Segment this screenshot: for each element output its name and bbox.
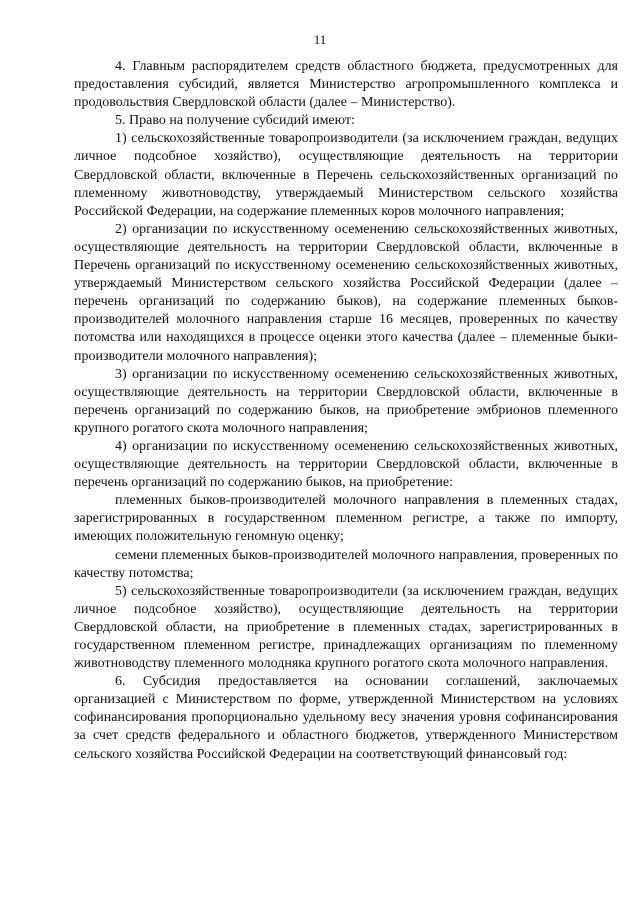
- item-4-acquisition: 4) организации по искусственному осеменению сельскохозяйственных животных, осуществляющие деятельность на территории Свердловской области, включенные в перечень организаций по содержанию быков, на приобретение:: [74, 438, 618, 491]
- item-4-sub-bulls: племенных быков-производителей молочного направления в племенных стадах, зарегистрированных в государственном племенном регистре, а также по импорту, имеющих положительную геномную оценку;: [74, 493, 618, 545]
- item-1-breeding-cows: 1) сельскохозяйственные товаропроизводители (за исключением граждан, ведущих личное подсобное хозяйство), осуществляющие деятельность на территории Свердловской области, включенные в Перечень сельскохозяйственных организаций по племенному животноводству, утверждаемый Министерством сельского хозяйства Российской Федерации, на содержание племенных коров молочного направления;: [74, 131, 618, 219]
- document-body: [74, 58, 618, 764]
- item-5-young-stock: 5) сельскохозяйственные товаропроизводители (за исключением граждан, ведущих личное подсобное хозяйство), осуществляющие деятельность на территории Свердловской области, на приобретение в племенных стадах, зарегистрированных в государственном племенном регистре, принадлежащих организациям по племенному животноводству племенного молодняка крупного рогатого скота молочного направления.: [74, 583, 618, 672]
- paragraph-6-subsidy-agreement: 6. Субсидия предоставляется на основании соглашений, заключаемых организацией с Министерством по форме, утвержденной Министерством на условиях софинансирования пропорционально удельному весу значения уровня софинансирования за счет средств федерального и областного бюджетов, утвержденного Министерством сельского хозяйства Российской Федерации на соответствующий финансовый год:: [74, 674, 618, 762]
- item-4-sub-semen: семени племенных быков-производителей молочного направления, проверенных по качеству потомства;: [74, 547, 618, 581]
- item-2-breeding-bulls: 2) организации по искусственному осеменению сельскохозяйственных животных, осуществляющие деятельность на территории Свердловской области, включенные в Перечень организаций по искусственному осеменению сельскохозяйственных животных, утверждаемый Министерством сельского хозяйства Российской Федерации (далее – перечень организаций по содержанию быков), на содержание племенных быков-производителей молочного направления старше 16 месяцев, проверенных по качеству потомства или находящихся в процессе оценки этого качества (далее – племенные быки-производители молочного направления);: [74, 221, 618, 364]
- paragraph-4-chief-administrator: 4. Главным распорядителем средств областного бюджета, предусмотренных для предоставления субсидий, является Министерство агропромышленного комплекса и продовольствия Свердловской области (далее – Министерство).: [74, 59, 618, 111]
- page-number: 11: [313, 32, 327, 47]
- item-3-embryos: 3) организации по искусственному осеменению сельскохозяйственных животных, осуществляющие деятельность на территории Свердловской области, включенные в перечень организаций по содержанию быков, на приобретение эмбрионов племенного крупного рогатого скота молочного направления;: [74, 366, 618, 436]
- paragraph-5-eligibility-intro: 5. Право на получение субсидий имеют:: [115, 113, 355, 129]
